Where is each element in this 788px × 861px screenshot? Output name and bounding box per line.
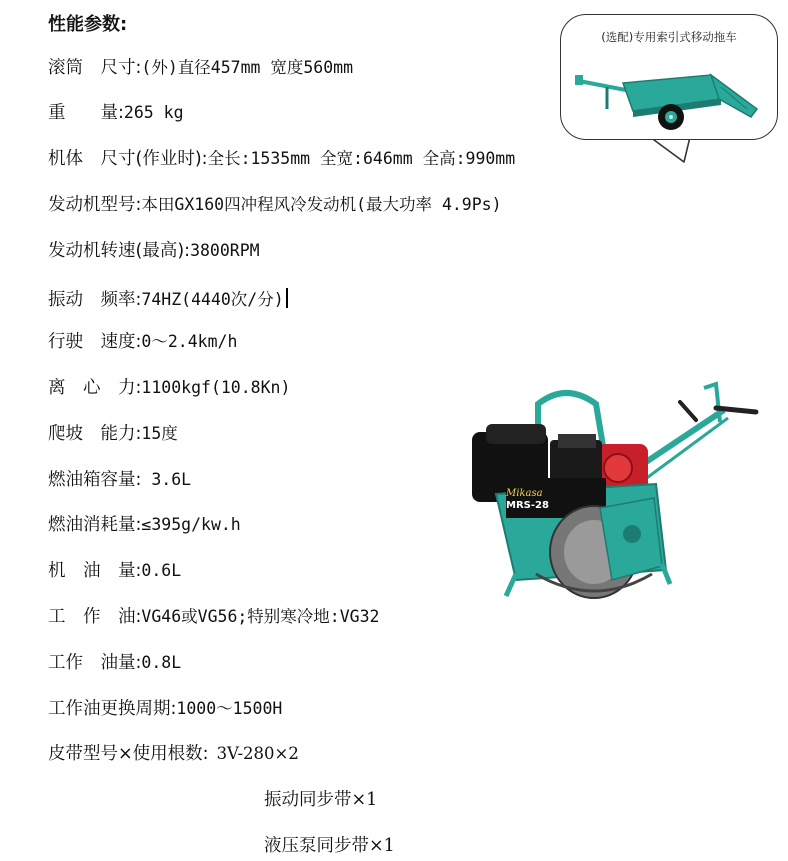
spec-travel-speed [48, 334, 237, 352]
spec-oil-change-interval [48, 701, 282, 719]
spec-label: 爬坡 能力: [48, 424, 142, 444]
spec-label: 行驶 速度: [48, 332, 142, 352]
spec-label: 工 作 油: [48, 607, 142, 627]
spec-fuel-consumption [48, 517, 241, 535]
spec-label: 滚筒 尺寸: [48, 58, 142, 78]
spec-body-size [48, 151, 515, 169]
spec-label: 发动机型号: [48, 195, 142, 215]
belt-extra-pump: 液压泵同步带×1 [264, 836, 395, 856]
spec-value: 1100kgf(10.8Kn) [141, 378, 291, 397]
machine-brand-label: Mikasa [506, 488, 543, 499]
spec-value: 3V-280×2 [216, 744, 299, 763]
spec-fuel-tank [48, 472, 191, 490]
spec-centrifugal-force [48, 380, 290, 398]
spec-value: VG46或VG56;特别寒冷地:VG32 [141, 607, 380, 626]
spec-value: 1000〜1500H [176, 699, 283, 718]
callout-title: (选配)专用索引式移动拖车 [601, 30, 737, 44]
spec-value: 0.6L [141, 561, 182, 580]
spec-value: 74HZ(4440次/分) [141, 290, 284, 309]
spec-label: 皮带型号×使用根数: [48, 744, 209, 764]
spec-value: 3800RPM [190, 241, 260, 260]
spec-value: (外)直径457mm 宽度560mm [141, 58, 354, 77]
spec-label: 重 量: [48, 103, 124, 123]
spec-label: 离 心 力: [48, 378, 142, 398]
spec-value: 0.8L [141, 653, 182, 672]
spec-value: 全长:1535mm 全宽:646mm 全高:990mm [207, 149, 516, 168]
spec-weight [48, 105, 184, 123]
spec-engine-model [48, 197, 502, 215]
spec-label: 燃油箱容量: [48, 470, 142, 490]
spec-label: 工作 油量: [48, 653, 142, 673]
spec-label: 发动机转速(最高): [48, 241, 191, 261]
spec-label: 振动 频率: [48, 290, 142, 310]
spec-label: 工作油更换周期: [48, 699, 177, 719]
vibratory-roller-image [466, 374, 766, 608]
spec-hydraulic-oil [48, 609, 379, 627]
machine-model-label: MRS-28 [506, 500, 549, 511]
spec-value: 0〜2.4km/h [141, 332, 238, 351]
belt-extra-vibration: 振动同步带×1 [264, 790, 378, 810]
spec-label: 燃油消耗量: [48, 515, 142, 535]
spec-vibration-frequency [48, 288, 288, 310]
spec-gradeability [48, 426, 178, 444]
spec-label: 机 油 量: [48, 561, 142, 581]
spec-value: 15度 [141, 424, 178, 443]
spec-value: ≤395g/kw.h [141, 515, 241, 534]
spec-belt [48, 746, 299, 764]
optional-trailer-callout [560, 14, 778, 140]
text-cursor [286, 288, 288, 308]
section-heading: 性能参数: [48, 14, 128, 35]
spec-drum-size [48, 60, 353, 78]
trailer-image [571, 47, 767, 133]
spec-engine-speed [48, 243, 260, 261]
spec-hydraulic-oil-amount [48, 655, 181, 673]
spec-value: 本田GX160四冲程风冷发动机(最大功率 4.9Ps) [141, 195, 502, 214]
spec-label: 机体 尺寸(作业时): [48, 149, 208, 169]
spec-value: 265 kg [123, 103, 184, 122]
spec-engine-oil [48, 563, 181, 581]
spec-value: 3.6L [141, 470, 192, 489]
